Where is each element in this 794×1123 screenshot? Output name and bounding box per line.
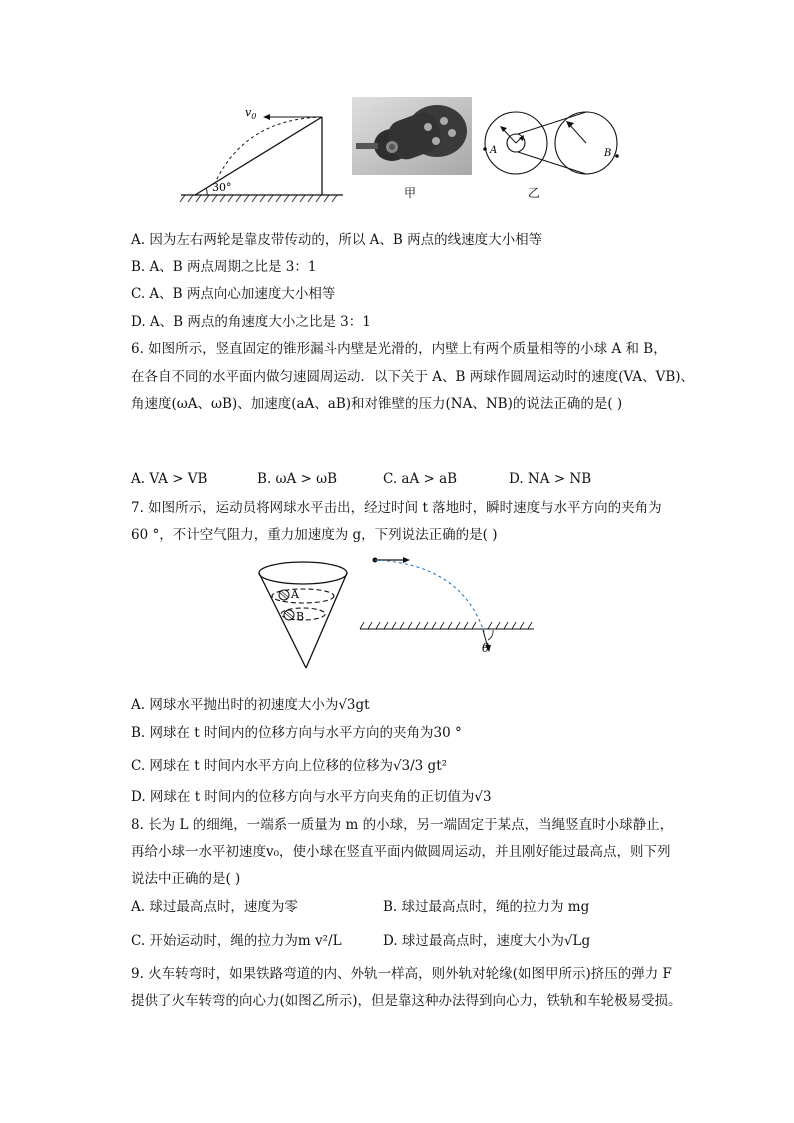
photo-caption: 甲	[404, 186, 417, 200]
cone-label-a: A	[291, 588, 299, 601]
cone-figure	[256, 558, 356, 673]
q6-line-3: 角速度(ωA、ωB)、加速度(aA、aB)和对锥壁的压力(NA、NB)的说法正确的是( )	[131, 396, 623, 412]
theta-label: θ	[482, 641, 490, 655]
angle-label: 30°	[212, 181, 232, 194]
q7-option-d: D. 网球在 t 时间内的位移方向与水平方向夹角的正切值为√3	[131, 789, 492, 805]
v0-label: $v_0$	[245, 106, 257, 121]
q7-line-2: 60 °，不计空气阻力，重力加速度为 g，下列说法正确的是( )	[131, 527, 498, 543]
q6-option-c: C. aA > aB	[383, 471, 458, 487]
pulley-caption: 乙	[528, 186, 541, 200]
q7-option-b: B. 网球在 t 时间内的位移方向与水平方向的夹角为30 °	[131, 725, 462, 741]
q8-line-1: 8. 长为 L 的细绳，一端系一质量为 m 的小球，另一端固定于某点，当绳竖直时小球静止，	[131, 817, 674, 833]
q5-option-b: B. A、B 两点周期之比是 3：1	[131, 259, 317, 275]
cone-label-b: B	[296, 610, 305, 623]
q8-option-b: B. 球过最高点时，绳的拉力为 mg	[383, 899, 590, 915]
q5-option-c: C. A、B 两点向心加速度大小相等	[131, 286, 336, 302]
q8-line-3: 说法中正确的是( )	[131, 871, 241, 887]
q8-option-a: A. 球过最高点时，速度为零	[131, 899, 298, 915]
q7-option-a: A. 网球水平抛出时的初速度大小为√3gt	[131, 697, 370, 713]
q6-option-a: A. VA > VB	[131, 471, 208, 487]
q6-option-b: B. ωA > ωB	[257, 471, 338, 487]
q5-option-a: A. 因为左右两轮是靠皮带传动的，所以 A、B 两点的线速度大小相等	[131, 232, 543, 248]
q8-line-2: 再给小球一水平初速度v₀，使小球在竖直平面内做圆周运动，并且刚好能过最高点，则下列	[131, 844, 671, 860]
wheel-photo	[352, 97, 472, 175]
q7-option-c: C. 网球在 t 时间内水平方向上位移的位移为√3/3 gt²	[131, 758, 448, 774]
point-a-label: A	[490, 145, 498, 156]
incline-projectile-figure	[175, 103, 345, 203]
pulley-figure	[480, 108, 620, 180]
q5-option-d: D. A、B 两点的角速度大小之比是 3：1	[131, 314, 371, 330]
q9-line-2: 提供了火车转弯的向心力(如图乙所示)，但是靠这种办法得到向心力，铁轨和车轮极易受损。	[131, 993, 682, 1009]
q8-option-c: C. 开始运动时，绳的拉力为m v²/L	[131, 933, 342, 949]
q6-line-1: 6. 如图所示，竖直固定的锥形漏斗内壁是光滑的，内壁上有两个质量相等的小球 A 和 B，	[131, 341, 667, 357]
q6-option-d: D. NA > NB	[509, 471, 592, 487]
tennis-trajectory-figure	[356, 550, 536, 660]
q9-line-1: 9. 火车转弯时，如果铁路弯道的内、外轨一样高，则外轨对轮缘(如图甲所示)挤压的弹力 F	[131, 966, 672, 982]
q8-option-d: D. 球过最高点时，速度大小为√Lg	[383, 933, 591, 949]
q7-line-1: 7. 如图所示，运动员将网球水平击出，经过时间 t 落地时，瞬时速度与水平方向的夹角为	[131, 500, 662, 516]
point-b-label: B	[604, 148, 612, 159]
q6-line-2: 在各自不同的水平面内做匀速圆周运动．以下关于 A、B 两球作圆周运动时的速度(VA、VB)、	[131, 369, 695, 385]
